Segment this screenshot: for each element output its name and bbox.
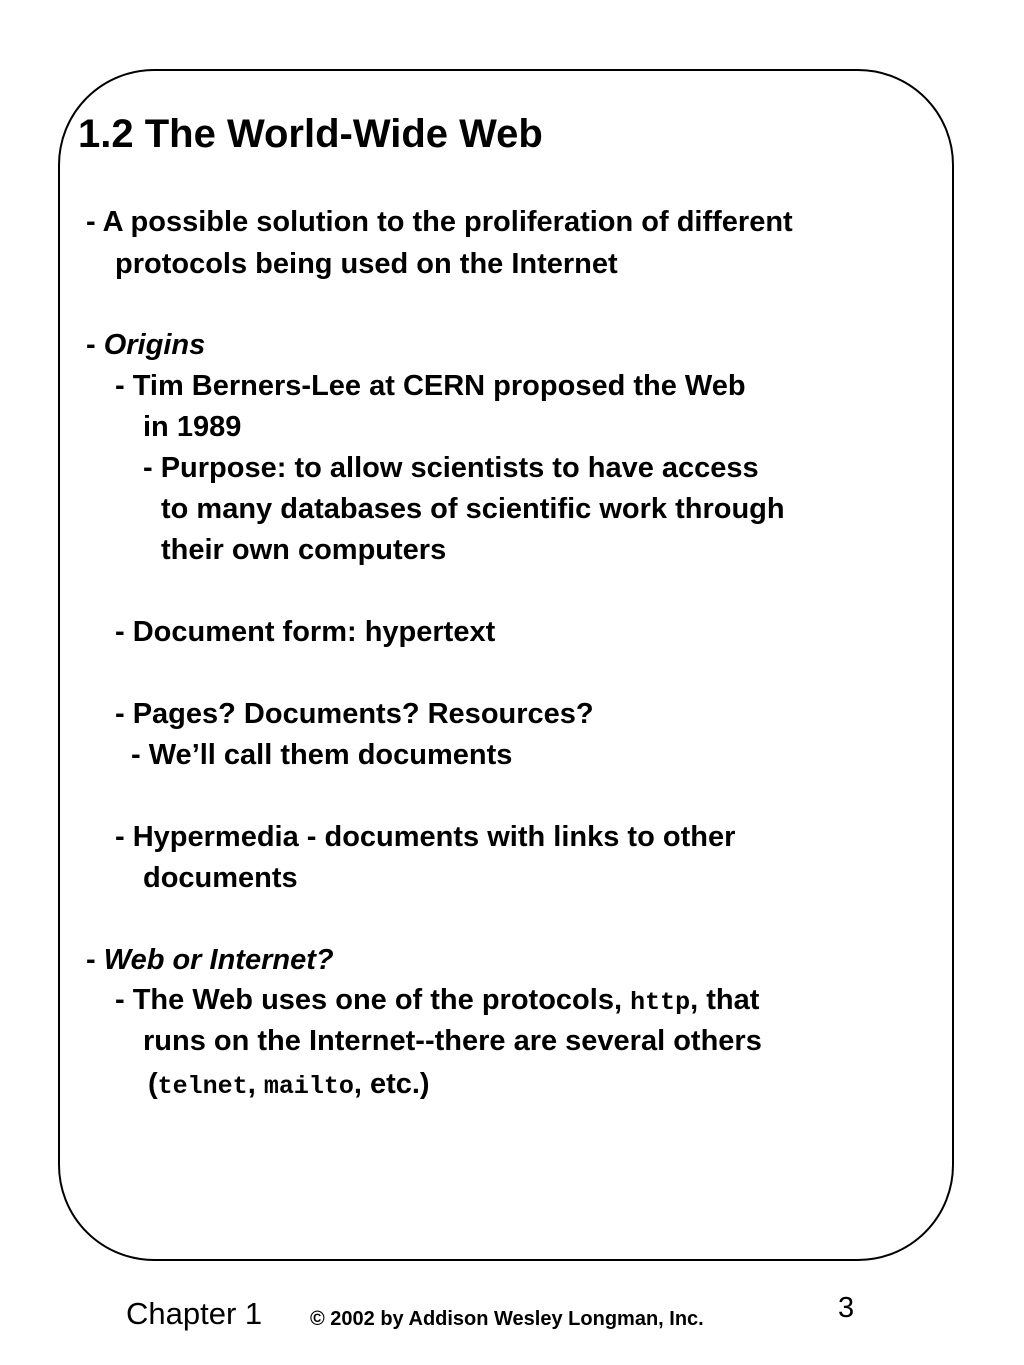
bullet-line: in 1989 (143, 411, 242, 443)
bullet-line (148, 1064, 430, 1107)
section-heading: Web or Internet? (103, 944, 334, 976)
bullet-line: runs on the Internet--there are several others (143, 1025, 762, 1057)
bullet-line: - Hypermedia - documents with links to other (115, 821, 736, 853)
text-segment: - The Web uses one of the protocols, (115, 984, 631, 1016)
bullet-line: - Document form: hypertext (115, 616, 496, 648)
bullet-line: - We’ll call them documents (131, 739, 513, 771)
slide-title: 1.2 The World-Wide Web (78, 112, 543, 156)
bullet-line: documents (143, 862, 298, 894)
bullet-line: - A possible solution to the proliferation of different (86, 206, 793, 238)
bullet-line: their own computers (161, 534, 447, 566)
footer-copyright: © 2002 by Addison Wesley Longman, Inc. (310, 1308, 704, 1330)
code-mailto: mailto (263, 1072, 354, 1101)
text-segment: , (247, 1068, 264, 1100)
bullet-line: - Tim Berners-Lee at CERN proposed the Web (115, 370, 746, 402)
bullet-line: protocols being used on the Internet (115, 248, 618, 280)
bullet-line (115, 980, 759, 1023)
text-segment: , etc.) (353, 1068, 430, 1100)
code-telnet: telnet (157, 1072, 248, 1101)
bullet-line: - Purpose: to allow scientists to have access (143, 452, 759, 484)
code-http: http (630, 988, 691, 1017)
bullet-dash: - (86, 329, 104, 361)
bullet-line (86, 940, 334, 981)
footer-chapter: Chapter 1 (126, 1296, 263, 1331)
bullet-line: - Pages? Documents? Resources? (115, 698, 594, 730)
text-segment: , that (690, 984, 760, 1016)
section-heading: Origins (103, 329, 206, 361)
bullet-line (86, 325, 205, 366)
text-segment: ( (148, 1068, 158, 1100)
page-number: 3 (838, 1292, 855, 1324)
bullet-line: to many databases of scientific work through (161, 493, 785, 525)
bullet-dash: - (86, 944, 104, 976)
